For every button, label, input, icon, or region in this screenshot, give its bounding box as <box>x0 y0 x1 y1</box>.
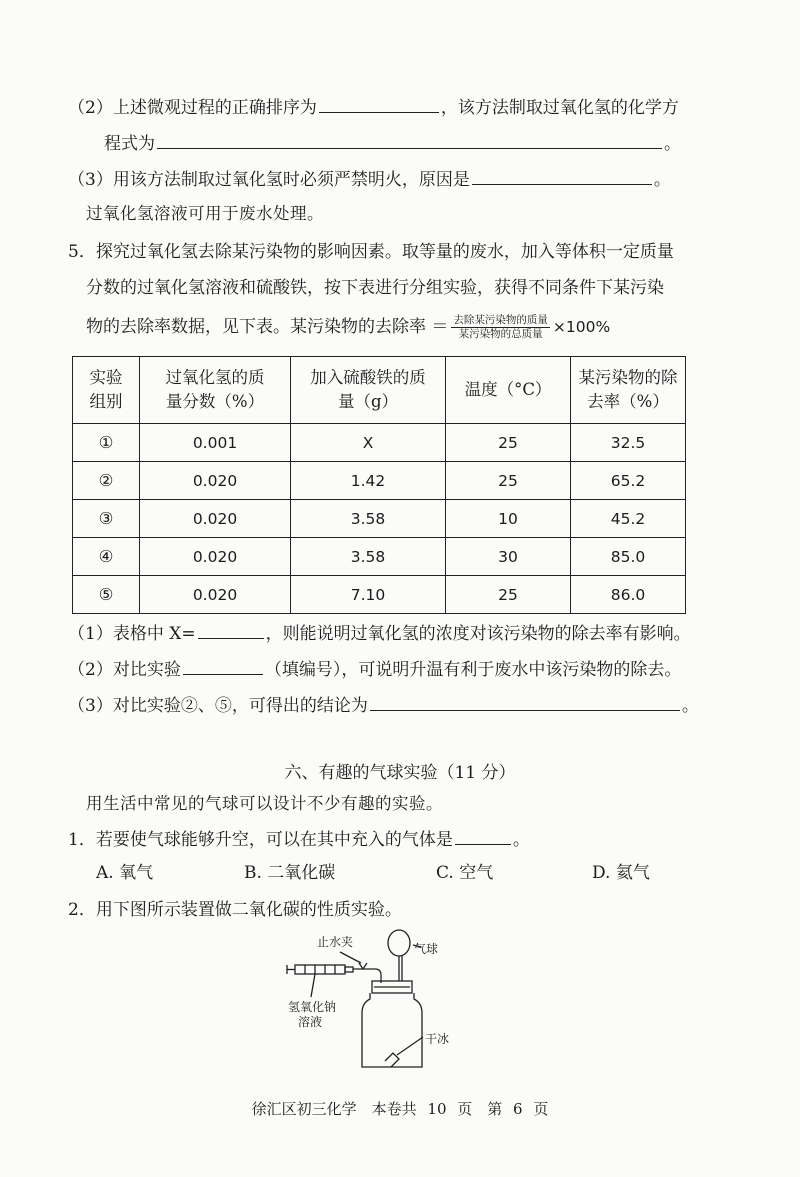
header-group <box>73 357 140 424</box>
q5-sub2-text-a: （2）对比实验 <box>68 660 181 680</box>
q5-sub2-line <box>68 656 681 682</box>
table-cell: ① <box>73 424 140 462</box>
table-cell: 3.58 <box>291 500 446 538</box>
answer-blank[interactable] <box>370 692 680 711</box>
table-row <box>73 462 686 500</box>
q5-sub2-text-b: （填编号），可说明升温有利于废水中该污染物的除去。 <box>264 660 682 680</box>
period: 。 <box>512 830 530 850</box>
leader-line <box>397 1037 423 1055</box>
leader-line <box>311 974 315 997</box>
times-100-percent: ×100% <box>552 318 611 336</box>
header-text: 去率（%） <box>587 392 669 411</box>
q4-sub2-text-b: ，该方法制取过氧化氢的化学方 <box>440 98 679 118</box>
q5-sub1-text-b: ，则能说明过氧化氢的浓度对该污染物的除去率有影响。 <box>265 624 691 644</box>
table-cell: 0.020 <box>140 576 291 614</box>
s6-q1-text: 1．若要使气球能够升空，可以在其中充入的气体是 <box>68 830 453 850</box>
period: 。 <box>664 134 681 154</box>
table-cell: 1.42 <box>291 462 446 500</box>
q5-line3 <box>86 314 610 341</box>
syringe-body <box>295 965 345 974</box>
header-text: 加入硫酸铁的质 <box>310 368 426 387</box>
q5-line1: 5．探究过氧化氢去除某污染物的影响因素。取等量的废水，加入等体积一定质量 <box>68 242 674 262</box>
wide-mouth-bottle <box>362 993 422 1067</box>
option-a[interactable]: A. 氧气 <box>96 863 154 883</box>
table-cell: 0.020 <box>140 500 291 538</box>
section-intro: 用生活中常见的气球可以设计不少有趣的实验。 <box>86 794 443 813</box>
option-d[interactable]: D. 氦气 <box>592 863 650 883</box>
q5-sub3-text: （3）对比实验②、⑤，可得出的结论为 <box>68 696 368 716</box>
q5-sub1-line <box>68 620 691 646</box>
q4-sub2-text-c: 程式为 <box>104 134 155 154</box>
balloon-icon <box>388 930 410 956</box>
q5-sub3-line <box>68 692 699 718</box>
header-h2o2-fraction <box>140 357 291 424</box>
leader-line <box>340 952 361 963</box>
table-cell: ③ <box>73 500 140 538</box>
fraction-denominator: 某污染物的总质量 <box>458 328 543 340</box>
table-cell: 7.10 <box>291 576 446 614</box>
naoh-label <box>288 1000 336 1030</box>
table-cell: ⑤ <box>73 576 140 614</box>
section-title: 六、有趣的气球实验（11 分） <box>284 763 516 783</box>
table-row <box>73 576 686 614</box>
dry-ice-label: 干冰 <box>425 1032 450 1046</box>
s6-q2-line: 2．用下图所示装置做二氧化碳的性质实验。 <box>68 900 402 920</box>
header-ferric-sulfate-mass <box>291 357 446 424</box>
header-text: 量分数（%） <box>165 392 265 411</box>
header-text: 实验 <box>89 368 123 387</box>
table-cell: ④ <box>73 538 140 576</box>
table-cell: 3.58 <box>291 538 446 576</box>
table-cell: 30 <box>446 538 571 576</box>
answer-blank[interactable] <box>198 620 264 639</box>
experiment-table <box>72 356 686 614</box>
period: 。 <box>653 170 671 190</box>
header-text: 组别 <box>89 392 123 411</box>
table-cell: 85.0 <box>571 538 686 576</box>
table-cell: 10 <box>446 500 571 538</box>
table-cell: 0.001 <box>140 424 291 462</box>
dry-ice-block <box>385 1053 399 1067</box>
q4-sub3-line <box>68 166 671 192</box>
naoh-label-line2: 溶液 <box>298 1015 323 1029</box>
table-row <box>73 538 686 576</box>
table-cell: 86.0 <box>571 576 686 614</box>
table-cell: 0.020 <box>140 462 291 500</box>
table-cell: 25 <box>446 462 571 500</box>
header-text: 温度（°C） <box>464 380 552 399</box>
header-text: 过氧化氢的质 <box>165 368 265 387</box>
header-temperature <box>446 357 571 424</box>
table-cell: 25 <box>446 424 571 462</box>
table-cell: ② <box>73 462 140 500</box>
page-footer: 徐汇区初三化学 本卷共 10 页 第 6 页 <box>251 1100 549 1118</box>
header-removal-rate <box>571 357 686 424</box>
answer-blank[interactable] <box>455 826 511 845</box>
q5-line2: 分数的过氧化氢溶液和硫酸铁，按下表进行分组实验，获得不同条件下某污染 <box>86 278 664 298</box>
answer-blank[interactable] <box>157 130 662 149</box>
table-cell: 32.5 <box>571 424 686 462</box>
q5-line3-text: 物的去除率数据，见下表。某污染物的去除率 ＝ <box>86 317 449 337</box>
s6-q1-line <box>68 826 530 852</box>
removal-rate-fraction <box>451 314 550 341</box>
handwritten-note: 过氧化氢溶液可用于废水处理。 <box>86 204 324 223</box>
period: 。 <box>681 696 699 716</box>
q4-sub2-line2 <box>104 130 681 156</box>
table-cell: 25 <box>446 576 571 614</box>
answer-blank[interactable] <box>183 656 263 675</box>
table-header-row <box>73 357 686 424</box>
water-stop-clamp-icon <box>359 963 367 969</box>
table-cell: 45.2 <box>571 500 686 538</box>
clamp-label: 止水夹 <box>317 935 354 949</box>
syringe-tip <box>345 967 353 972</box>
table-cell: 0.020 <box>140 538 291 576</box>
option-c[interactable]: C. 空气 <box>436 863 494 883</box>
header-text: 量（g） <box>337 392 399 411</box>
naoh-label-line1: 氢氧化钠 <box>288 1000 337 1014</box>
q4-sub2-text-a: （2）上述微观过程的正确排序为 <box>68 98 317 118</box>
answer-blank[interactable] <box>319 94 439 113</box>
option-b[interactable]: B. 二氧化碳 <box>244 863 336 883</box>
table-row <box>73 424 686 462</box>
header-text: 某污染物的除 <box>578 368 678 387</box>
q4-sub2-line1 <box>68 94 679 120</box>
table-row <box>73 500 686 538</box>
answer-blank[interactable] <box>472 166 652 185</box>
table-cell: 65.2 <box>571 462 686 500</box>
q5-sub1-text-a: （1）表格中 X= <box>68 624 196 644</box>
table-cell: X <box>291 424 446 462</box>
fraction-numerator: 去除某污染物的质量 <box>453 314 548 326</box>
balloon-label: 气球 <box>414 942 439 956</box>
q4-sub3-text: （3）用该方法制取过氧化氢时必须严禁明火，原因是 <box>68 170 470 190</box>
